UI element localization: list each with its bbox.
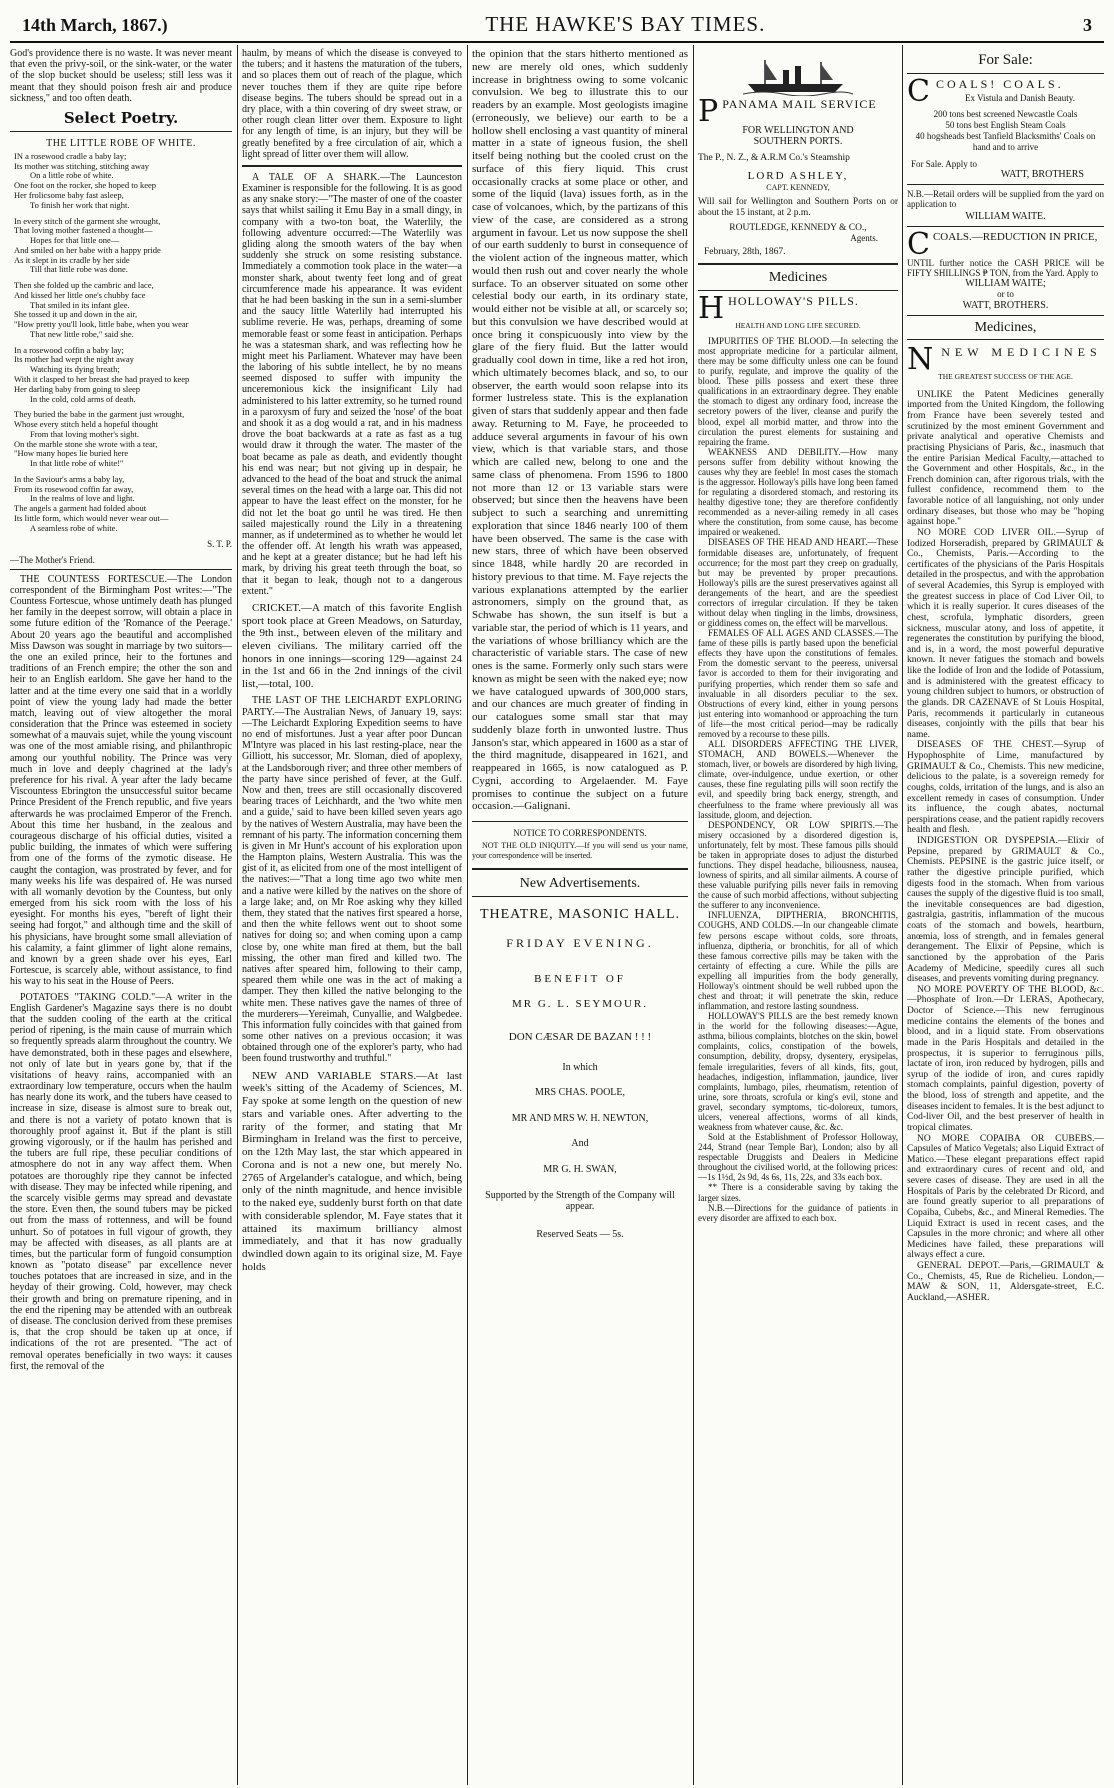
ad-paragraph bbox=[698, 739, 898, 820]
panama-company: The P., N. Z., & A.R.M Co.'s Steamship bbox=[698, 153, 850, 164]
article-shark-text: —The Launceston Examiner is responsible for the following. It is as good as any snake story:—"The master of one of the coaster says that whilst sailing it Emu Bay in a small dingy, in company with a two-ton boat, the Waterlily, the following adventure occurred:—The Waterlily was gliding along the smooth waters of the bay when suddenly she struck on some resisting substance. Immediately a commotion took place in the water—a monster shark, about twenty feet long and of great circumference made his appearance. It was evident that he had been basking in the sun in a semi-slumber and the saucy little Waterlily had interrupted his sublime reverie. He was, perhaps, dreaming of some memorable feast or some feast in anticipation. Perhaps he was a statesman shark, and was reflecting how he might meet his Parliament. Whatever may have been the laboring of his subtle intellect, he by no means seemed disposed to suffer with impunity the unceremonious kick the insignificant Lily had administered to his latter extremity, so he turned round in a paroxysm of fury and seized the 'nose' of the boat and shook it as a dog would a rat, and in his madness drove the boat backwards at a rate as fast as a tug would draw it through the water. The master of the boat became as pale as death, and evidently thought his end was near; but not giving up in despair, he advanced to the head of the boat and struck the animal several times on the head with a large oar. This did not appear to have the least effect on the monster, for he did not let the boat go until he was tired. He then sailed majestically round the Lily in a threatening manner, as if undetermined as to whether he would let the offender off. At length his wrath was appeased, and he kept at a greater distance; but he had left his mark, by driving his great teeth through the boat, so that it began to leak, though not to a dangerous extent." bbox=[242, 171, 462, 597]
poem-stanza bbox=[14, 281, 232, 340]
poem-line: "How pretty you'll look, little babe, when you wear bbox=[14, 319, 189, 330]
masthead-date: 14th March, 1867.) bbox=[22, 15, 168, 35]
poem-line: She tossed it up and down in the air, bbox=[14, 309, 138, 320]
poem-line: Its mother had wept the night away bbox=[14, 354, 134, 365]
column-3 bbox=[472, 45, 688, 1788]
column-4: PPANAMA MAIL SERVICE FOR WELLINGTON AND SOUTHERN PORTS. The P., N. Z., & A.R.M Co.'s Steamship LORD ASHLEY, CAPT. KENNEDY, Will sail for Wellington and Southern Ports on or about the 15 instant, at 2 p.m. ROUTLEDGE, KENNEDY & CO., Agents. February, 28th, 1867. Medicines HHOLLOWAY'S PILLS. HEALTH AND LONG LIFE SECURED. IMPURITIES OF THE BLOOD.—In selecting the most appropriate medicine for a particular ailment, there may be some difficulty unless one can be found to purify, regulate, and improve the quality of the blood. These pills possess and exert these three qualifications in an extraordinary degree. They enable the stomach to digest any ordinary food, increase the secretory powers of the liver, cleanse and purify the blood, expel all morbid matter, and throw into the circulation the purest elements for sustaining and repairing the frame. WEAKNESS AND DEBILITY.—How many persons suffer from debility without knowing the causes why they are feeble! In most cases the stomach is the aggressor. Holloway's pills have long been famed for regulating a disordered stomach, and restoring its healthy digestive tone; they are therefore confidently recommended as a never-ailing remedy in all cases where the constitution, from some cause, has become impaired or weakened. DISEASES OF THE HEAD AND HEART.—These formidable diseases are, unfortunately, of frequent occurrence; for the most part they creep on gradually, but may be prevented by proper precautions. Holloway's pills are the surest preservatives against all derangements of the heart, and are the speediest correctors of irregular circulation. If they be taken without delay when tingling in the limbs, drowsiness, or giddiness comes on, the effect will be marvellous. FEMALES OF ALL AGES AND CLASSES.—The fame of these pills is partly based upon the beneficial effects they have upon the constitutions of females. From the domestic servant to the peeress, universal favor is accorded to them for their invigorating and purifying properties, which render them so safe and invaluable in all disorders peculiar to the sex. Obstructions of every kind, either in young persons just entering into womanhood or approaching the turn of life—the most critical period—may be radically removed by a recourse to these pills. ALL DISORDERS AFFECTING THE LIVER, STOMACH, AND BOWELS.—Whenever the stomach, liver, or bowels are disordered by high living, climate, over-indulgence, undue exertion, or other causes, these fine regulating pills will soon rectify the evil, and speedily bring back energy, strength, and cheerfulness to the frame where previously all was lassitude, gloom, and dejection. DESPONDENCY, OR LOW SPIRITS.—The misery occasioned by a disordered digestion is, unfortunately, felt by most. These famous pills should be taken in appropriate doses to adjust the disturbed functions. They dispel headache, biliousness, nausea, lowness of spirits, and all similar ailments. A course of these valuable purifying pills never fails in removing the cause of such morbid affections, without subjecting the sufferer to any inconvenience. INFLUENZA, DIPTHERIA, BRONCHITIS, COUGHS, AND COLDS.—In our changeable climate few persons escape without colds, sore throats, influenza, diptheria, or bronchitis, for all of which these famous corrective pills may be taken with the certainty of effecting a cure. While the pills are expelling all impurities from the body generally, Holloway's ointment should be well rubbed upon the chest and throat; it will penetrate the skin, reduce inflammation, and restore lasting soundness. HOLLOWAY'S PILLS are the best remedy known in the world for the following diseases:—Ague, asthma, bilious complaints, blotches on the skin, bowel complaints, colics, constipation of the bowels, consumption, debility, dropsy, dysentery, erysipelas, female irregularities, fevers of all kinds, fits, gout, headaches, indigestion, inflammation, jaundice, liver complaints, lumbago, piles, rheumatism, retention of urine, sore throats, scrofula or king's evil, stone and gravel, secondary symptoms, tic-doloreux, tumors, ulcers, venereal affections, worms of all kinds, weakness from whatever cause, &c. &c. Sold at the Establishment of Professor Holloway, 244, Strand (near Temple Bar), London; also by all respectable Druggists and Dealers in Medicine throughout the civilised world, at the following prices:—1s 1½d, 2s 9d, 4s 6s, 11s, 22s, and 33s each box. ** There is a considerable saving by taking the larger sizes. N.B.—Directions for the guidance of patients in every disorder are affixed to each box. bbox=[698, 45, 898, 1788]
theatre-in-which: In which bbox=[562, 1061, 598, 1073]
ad-paragraph-text: —Syrup of Iodized Horseradish, prepared by GRIMAULT & Co., Chemists, Paris.—According to the certificates of the physicians of the Paris Hospitals detailed in the prospectus, and with the approbation of several Academies, this Syrup is employed with the greatest success in place of Cod Liver Oil, to which it is really superior. It cures diseases of the chest, scrofula, lymphatic disorders, green sickness, muscular atony, and loss of appetite, it regenerates the constitution by purifying the blood, and is, in a word, the most powerful depurative known. It never fatigues the stomach and bowels like the Iodide of Iron and the Iodide of Potassium, and is administered with the greatest efficacy to young children subject to humors, or obstruction of the glands. DR CAZENAVE of St Louis Hospital, Paris, recommends it particularly in cutaneous diseases, conjointly with the pills that bear his name. bbox=[907, 527, 1104, 740]
poem-stanza bbox=[14, 152, 232, 211]
poem-line: From that loving mother's sight. bbox=[30, 428, 139, 439]
reduction-or: or to bbox=[997, 289, 1014, 300]
ad-paragraph bbox=[698, 447, 898, 538]
poem-line: With it clasped to her breast she had prayed to keep bbox=[14, 374, 190, 384]
for-sale-heading: For Sale: bbox=[978, 52, 1033, 68]
column-5: For Sale: CCOALS! COALS. Ex Vistula and Danish Beauty. 200 tons best screened Newcastle Coals 50 tons best English Steam Coals 40 hogsheads best Tanfield Blacksmiths' Coals on hand and to arrive For Sale. Apply to WATT, BROTHERS N.B.—Retail orders will be supplied from the yard on application to WILLIAM WAITE. CCOALS.—REDUCTION IN PRICE, UNTIL further notice the CASH PRICE will be FIFTY SHILLINGS ₱ TON, from the Yard. Apply to WILLIAM WAITE; or to WATT, BROTHERS. Medicines, NNEW MEDICINES THE GREATEST SUCCESS OF THE AGE. UNLIKE the Patent Medicines generally imported from the United Kingdom, the following from France have been severely tested and scrutinized by the most eminent Government and private analytical and operative Chemists and practising Physicians of Paris, &c., inasmuch that the entire Parisian Medical Faculty,—attached to the Government and other Hospitals, &c., in the French dominion can, after rigorous trials, with the fullest confidence, recommend them to the favorable notice of all languishing, not only under ordinary diseases, but those who may be "hoping against hope." NO MORE COD LIVER OIL.—Syrup of Iodized Horseradish, prepared by GRIMAULT & Co., Chemists, Paris.—According to the certificates of the physicians of the Paris Hospitals detailed in the prospectus, and with the approbation of several Academies, this Syrup is employed with the greatest success in place of Cod Liver Oil, to which it is really superior. It cures diseases of the chest, scrofula, lymphatic disorders, green sickness, muscular atony, and loss of appetite, it regenerates the constitution by purifying the blood, and is, in a word, the most powerful depurative known. It never fatigues the stomach and bowels like the Iodide of Iron and the Iodide of Potassium, and is administered with the greatest efficacy to young children subject to humors, or obstruction of the glands. DR CAZENAVE of St Louis Hospital, Paris, recommends it particularly in cutaneous diseases, conjointly with the pills that bear his name. DISEASES OF THE CHEST.—Syrup of Hypophosphite of Lime, manufactured by GRIMAULT & Co., Chemists. This new medicine, delicious to the palate, is a sovereign remedy for coughs, colds, irritation of the lungs, and is also an excellent remedy in cases of consumption. Under its influence, the cough abates, nocturnal perspirations cease, and the patient rapidly recovers health and flesh. INDIGESTION OR DYSPEPSIA.—Elixir of Pepsine, prepared by GRIMAULT & Co., Chemists. PEPSINE is the gastric juice itself, or rather the digestive principle purified, which digests food in the stomach. When from various causes the supply of the digestive fluid is too small, the inevitable consequences are bad digestion, gastralgia, gastritis, inflammation of the mucous coats of the stomach and bowels, heartburn, anœmia, loss of strength, and in females general derangement. The Elixir of Pepsine, which is sanctioned by the approbation of the Paris Academy of Medicine, speedily cures all such diseases, and prevents vomiting during pregnancy. NO MORE POVERTY OF THE BLOOD, &c.—Phosphate of Iron.—Dr LERAS, Apothecary, Doctor of Science.—This new ferruginous medicine contains the elements of the bones and blood, and in a liquid state. From observations made in the Paris Hospitals and detailed in the prospectus, it is superior to ferruginous pills, lactate of iron, iron reduced by hydrogen, pills and syrup of the iodide of iron, and cures rapidly stomach complaints, painful digestion, poverty of the blood, loss of strength and appetite, and the diseases incident to females. It is the best adjunct to Cod-liver Oil, and the best preserver of health in tropical climates. NO MORE COPAIBA OR CUBEBS.—Capsules of Matico Vegetals; also Liquid Extract of Matico.—These elegant preparations effect rapid and extraordinary cures of recent and old, and severe cases of disease. They are used in all the Hospitals of Paris by the celebrated Dr Ricord, and are found greatly superior to all preparations of Copaiba, Cubebs, &c., and Mineral Remedies. The Liquid Extract is used in recent cases, and the Capsules in the more chronic; and where all other Medicines have failed, these preparations will always effect a cure. GENERAL DEPOT.—Paris,—GRIMAULT & Co., Chemists, 45, Rue de Richelieu. London,—MAW & SON, 11, Aldersgate-street, E.C. Auckland,—ASHER. bbox=[907, 52, 1104, 1303]
coals-title: COALS! COALS. bbox=[935, 76, 1064, 91]
poem-line: From its rosewood coffin far away, bbox=[14, 483, 134, 494]
ad-paragraph-lead: IMPURITIES OF THE BLOOD. bbox=[708, 335, 832, 346]
poem-line: Her darling baby from going to sleep bbox=[14, 383, 141, 394]
poem-line: As it slept in its cradle by her side bbox=[14, 254, 130, 265]
ship-name: LORD ASHLEY, bbox=[747, 170, 849, 182]
reduction-text: UNTIL further notice the CASH PRICE will be FIFTY SHILLINGS ₱ TON, from the Yard. Apply to bbox=[907, 258, 1104, 279]
ad-paragraph-text: ** There is a considerable saving by taking the larger sizes. bbox=[698, 1182, 898, 1203]
theatre-cast-2: MR AND MRS W. H. NEWTON, bbox=[511, 1112, 649, 1124]
sail-notice: Will sail for Wellington and Southern Ports on or about the 15 instant, at 2 p.m. bbox=[698, 197, 898, 218]
ad-paragraph bbox=[698, 1011, 898, 1132]
ad-paragraph-text: —Capsules of Matico Vegetals; also Liquid Extract of Matico.—These elegant preparations effect rapid and extraordinary cures of recent and old, and severe cases of disease. They are used in all the Hospitals of Paris by the celebrated Dr Ricord, and are found greatly superior to all preparations of Copaiba, Cubebs, &c., and Mineral Remedies. The Liquid Extract is used in recent cases, and the Capsules in the more chronic; and where all other Medicines have failed, these preparations will always effect a cure. bbox=[907, 1133, 1104, 1261]
poem-line: That smiled in its infant glee. bbox=[30, 299, 130, 310]
poem-stanza bbox=[14, 410, 232, 469]
poem-line: Till that little robe was done. bbox=[30, 264, 128, 275]
theatre-cast-1: MRS CHAS. POOLE, bbox=[534, 1087, 626, 1099]
reduction-waite: WILLIAM WAITE; bbox=[965, 278, 1046, 290]
coals-apply: For Sale. Apply to bbox=[911, 158, 978, 169]
ad-paragraph-text: N.B.—Directions for the guidance of patients in every disorder are affixed to each box. bbox=[698, 1202, 898, 1223]
panama-sub-2: SOUTHERN PORTS. bbox=[753, 136, 843, 148]
ad-paragraph-lead: INDIGESTION OR DYSPEPSIA. bbox=[917, 836, 1058, 847]
article-potatoes-lead: POTATOES "TAKING COLD." bbox=[20, 991, 156, 1003]
ad-paragraph bbox=[698, 1132, 898, 1182]
ad-paragraph bbox=[698, 628, 898, 739]
ad-paragraph bbox=[698, 910, 898, 1011]
ad-paragraph-text: HOLLOWAY'S PILLS are the best remedy known in the world for the following diseases:—Ague, asthma, bilious complaints, blotches on the skin, bowel complaints, colics, constipation of the bowels, consumption, debility, dropsy, dysentery, erysipelas, female irregularities, fevers of all kinds, fits, gout, headaches, indigestion, inflammation, jaundice, liver complaints, lumbago, piles, rheumatism, retention of urine, sore throats, scrofula or king's evil, stone and gravel, secondary symptoms, tic-doloreux, tumors, ulcers, venereal affections, worms of all kinds, weakness from whatever cause, &c. &c. bbox=[698, 1011, 898, 1132]
agents-word: Agents. bbox=[850, 233, 878, 244]
ad-paragraph-text: —The misery occasioned by a disordered digestion is, unfortunately, felt by most. These famous pills should be taken in appropriate doses to adjust the disturbed functions. They dispel headache, biliousness, nausea, lowness of spirits, and all similar ailments. A course of these valuable purifying pills never fails in removing the cause of such morbid affections, without subjecting the sufferer to any inconvenience. bbox=[698, 819, 898, 911]
poem-line: A seamless robe of white. bbox=[30, 522, 118, 533]
poem-line: They buried the babe in the garment just wrought, bbox=[14, 409, 185, 420]
coals-list-item: 50 tons best English Steam Coals bbox=[945, 120, 1066, 131]
coals-subtitle: Ex Vistula and Danish Beauty. bbox=[965, 93, 1075, 104]
ad-paragraph-text: —How many persons suffer from debility without knowing the causes why they are feeble! In most cases the stomach is the aggressor. Holloway's pills have long been famed for regulating a disordered stomach, and restoring its healthy digestive tone; they are therefore confidently recommended as a never-ailing remedy in all cases where the constitution, from some cause, has become impaired or weakened. bbox=[698, 446, 898, 538]
article-shark-lead: A TALE OF A SHARK. bbox=[252, 171, 380, 183]
ad-paragraph-text: —These formidable diseases are, unfortunately, of frequent occurrence; for the most part they creep on gradually, but may be prevented by proper precautions. Holloway's pills are the surest preservatives against all derangements of the heart, and are the speediest correctors of irregular circulation. If they be taken without delay when tingling in the limbs, drowsiness, or giddiness comes on, the effect will be marvellous. bbox=[698, 537, 898, 629]
reduction-title: COALS.—REDUCTION IN PRICE, bbox=[932, 231, 1098, 244]
ad-paragraph-lead: NO MORE COD LIVER OIL. bbox=[917, 527, 1056, 538]
poem-line: Its little form, which would never wear out— bbox=[14, 512, 169, 523]
coals-list bbox=[907, 109, 1104, 152]
new-advertisements-heading: New Advertisements. bbox=[519, 875, 641, 891]
article-stars-lead: NEW AND VARIABLE STARS. bbox=[252, 1069, 417, 1082]
panama-title: PANAMA MAIL SERVICE bbox=[722, 97, 877, 111]
article-countess bbox=[10, 574, 232, 988]
article-leichardt bbox=[242, 695, 462, 1064]
coals-nb: N.B.—Retail orders will be supplied from the yard on application to bbox=[907, 188, 1104, 209]
poem-stanza bbox=[14, 346, 232, 405]
theatre-play: DON CÆSAR DE BAZAN ! ! ! bbox=[508, 1030, 652, 1043]
poem-line: And smiled on her babe with a happy pride bbox=[14, 244, 161, 255]
article-cricket bbox=[242, 602, 462, 690]
ad-paragraph-lead: ALL DISORDERS AFFECTING THE LIVER, STOMACH, AND BOWELS. bbox=[698, 739, 898, 760]
ad-paragraph bbox=[907, 985, 1104, 1134]
poem-line: One foot on the rocker, she hoped to keep bbox=[14, 180, 156, 191]
coals-list-item: 40 hogsheads best Tanfield Blacksmiths' Coals on hand and to arrive bbox=[915, 130, 1096, 152]
coals-watt: WATT, BROTHERS bbox=[1000, 168, 1084, 180]
new-medicines-subtitle: THE GREATEST SUCCESS OF THE AGE. bbox=[938, 372, 1073, 382]
poem-line: And kissed her little one's chubby face bbox=[14, 289, 146, 300]
poem-line: That new little robe," said she. bbox=[30, 328, 134, 339]
poem-line: Whose every stitch held a hopeful thought bbox=[14, 419, 158, 430]
poem-line: In every stitch of the garment she wrought, bbox=[14, 215, 161, 226]
notice-heading: NOTICE TO CORRESPONDENTS. bbox=[513, 828, 647, 838]
theatre-benefit-name: MR G. L. SEYMOUR. bbox=[511, 998, 649, 1011]
poem-line: On the marble stone she wrote with a tear, bbox=[14, 438, 158, 449]
poem-line: Its mother was stitching, stitching away bbox=[14, 160, 150, 171]
ad-paragraph-text: —Whenever the stomach, liver, or bowels are disordered by high living, climate, over-indulgence, undue exertion, or other causes, these fine regulating pills will soon rectify the evil, and speedily bring back energy, strength, and cheerfulness to the frame where previously all was lassitude, gloom, and dejection. bbox=[698, 749, 898, 820]
ad-paragraph-lead: DISEASES OF THE CHEST. bbox=[917, 740, 1054, 751]
coals-list-item: 200 tons best screened Newcastle Coals bbox=[933, 109, 1078, 120]
poem-line: That loving mother fastened a thought— bbox=[14, 225, 153, 236]
theatre-ad bbox=[472, 907, 688, 1240]
ad-paragraph-lead: DESPONDENCY, OR LOW SPIRITS. bbox=[708, 819, 875, 830]
theatre-title: THEATRE, MASONIC HALL. bbox=[479, 907, 681, 923]
poem-title: THE LITTLE ROBE OF WHITE. bbox=[46, 137, 196, 149]
poem-line: The angels a garment had folded about bbox=[14, 503, 147, 514]
ad-paragraph-text: —In selecting the most appropriate medicine for a particular ailment, there may be some difficulty unless one can be found to purify, regulate, and improve the quality of the blood. These pills possess and exert these three qualifications in an extraordinary degree. They enable the stomach to digest any ordinary food, increase the secretory powers of the liver, cleanse and purify the blood, expel all morbid matter, and throw into the circulation the purest elements for sustaining and repairing the frame. bbox=[698, 335, 898, 447]
coals-waite: WILLIAM WAITE. bbox=[965, 210, 1046, 222]
theatre-and: And bbox=[571, 1138, 589, 1150]
ad-paragraph-text: —Paris,—GRIMAULT & Co., Chemists, 45, Rue de Richelieu. London,—MAW & SON, 11, Aldersgate-street, E.C. Auckland,—ASHER. bbox=[907, 1261, 1104, 1303]
column-2 bbox=[242, 45, 462, 1788]
ad-paragraph-text: —In our changeable climate few persons escape without colds, sore throats, influenza, diptheria, or bronchitis, for all of which these famous corrective pills may be taken with the certainty of effecting a cure. While the pills are expelling all impurities from the body generally, Holloway's ointment should be well rubbed upon the chest and throat; it will penetrate the skin, reduce inflammation, and restore lasting soundness. bbox=[698, 920, 898, 1012]
poem-line: In a rosewood coffin a baby lay; bbox=[14, 344, 124, 355]
article-stars-text: —At last week's sitting of the Academy of Sciences, M. Fay spoke at some length on the question of new stars and variable ones. After adverting to the rarity of the former, and stating that Mr Birmingham in Ireland was the first to perceive, on the 12th May last, the star which appeared in Corona and is not a new one, but merely No. 2765 of Argelander's catalogue, and which, being only of the ninth magnitude, and hence invisible to the naked eye, suddenly burst forth on that date with considerable splendor, M. Faye states that it attained its maximum brilliancy almost immediately, and that it has now gradually dwindled down again to its original size, M. Faye holds bbox=[242, 1069, 462, 1273]
poem-signature: S. T. P. bbox=[207, 539, 232, 550]
poem-line: Watching its dying breath; bbox=[30, 364, 120, 375]
ad-paragraph bbox=[698, 1203, 898, 1223]
ad-paragraph-lead: INFLUENZA, DIPTHERIA, BRONCHITIS, COUGHS, AND COLDS. bbox=[698, 910, 898, 931]
poem bbox=[14, 152, 232, 534]
ad-paragraph bbox=[907, 1134, 1104, 1262]
ad-paragraph bbox=[698, 1182, 898, 1202]
poem-line: Hopes for that little one— bbox=[30, 235, 120, 246]
agents-name: ROUTLEDGE, KENNEDY & CO., bbox=[729, 222, 867, 233]
ad-paragraph bbox=[907, 390, 1104, 528]
article-countess-text: —The London correspondent of the Birmingham Post writes:—"The Countess Fortescue, whose untimely death has plunged her family in the deepest sorrow, will obtain a place in some future edition of the 'Romance of the Peerage.' About 20 years ago the beautiful and accomplished Miss Dawson was sought in marriage by two suitors—the one an exiled prince, heir to the fortunes and traditions of an French empire; the other the son and heir to an English earldom. She gave her hand to the latter and at the time every one said that in a worldly point of view the young lady had made the better match, leaving out of view altogether the moral consideration that the Prince was esteemed in society somewhat of a mauvais sujet, while the young viscount was one of the most amiable rising, and philanthropic among our youthful nobility. The Prince was very much in love and deeply chagrined at the lady's preference for his rival. A year after the lady became Viscountess Ebrington the unsuccessful suitor became Prince President of the French republic, and five years afterwards he was proclaimed Emperor of the French. About this time her husband, in the zealous and courageous discharge of his official duties, visited a public building, the inmates of which were suffering from one of the forms of the zymotic disease. He caught the contagion, was prostrated by fever, and for many weeks his life was despaired of. He was nursed with all womanly devotion by the Countess, but only emerged from his sick room with the loss of his eyesight. For months his eyes, "bereft of light their seeing had forgot," and although time and the skill of his physicians, have brought some small alleviation of his calamity, a faint glimmer of light alone remains, and known by a green shade over his eyes, Earl Fortescue, is scarcely able, without assistance, to find his way to his seat in the House of Peers. bbox=[10, 573, 232, 988]
col1-top-text: God's providence there is no waste. It was never meant that even the privy-soil, or the sink-water, or the water of the slop bucket should be useless; still less was it meant that they should poison fresh air and produce sickness," and too often death. bbox=[10, 48, 232, 104]
new-medicines-title: NEW MEDICINES bbox=[941, 345, 1102, 360]
poem-line: Then she folded up the cambric and lace, bbox=[14, 280, 154, 291]
panama-date: February, 28th, 1867. bbox=[704, 247, 786, 258]
theatre-friday: FRIDAY EVENING. bbox=[506, 936, 654, 951]
col2-top-text: haulm, by means of which the disease is conveyed to the tubers; and it hastens the maturation of the tubers, and so places them out of reach of the plague, which never touches them if they are quite ripe before disease begins. The tubers should be spread out in a dry place, with a thin covering of dry sweet straw, or other rough clean litter over them. Exposure to light for any length of time, is an injury, but they will be greatly benefited by a free circulation of air, which a light spread of litter over them will allow. bbox=[242, 48, 462, 160]
ad-paragraph-lead: WEAKNESS AND DEBILITY. bbox=[708, 446, 841, 457]
holloway-subtitle: HEALTH AND LONG LIFE SECURED. bbox=[735, 320, 861, 330]
ad-paragraph-text: —Phosphate of Iron.—Dr LERAS, Apothecary, Doctor of Science.—This new ferruginous medicine contains the elements of the bones and blood, and in a liquid state. From observations made in the Paris Hospitals and detailed in the prospectus, it is superior to ferruginous pills, lactate of iron, iron reduced by hydrogen, pills and syrup of the iodide of iron, and cures rapidly stomach complaints, painful digestion, poverty of the blood, loss of strength and appetite, and the diseases incident to females. It is the best adjunct to Cod-liver Oil, and the best preserver of health in tropical climates. bbox=[907, 995, 1104, 1133]
ad-paragraph-text: —The fame of these pills is partly based upon the beneficial effects they have upon the constitutions of females. From the domestic servant to the peeress, universal favor is accorded to them for their invigorating and purifying properties, which render them so safe and invaluable in all disorders peculiar to the sex. Obstructions of every kind, either in young persons just entering into womanhood or approaching the turn of life—the most critical period—may be radically removed by a recourse to these pills. bbox=[698, 628, 898, 739]
poetry-heading: Select Poetry. bbox=[63, 108, 179, 127]
masthead bbox=[10, 10, 1104, 43]
reduction-watt: WATT, BROTHERS. bbox=[962, 299, 1049, 311]
article-leichardt-lead: THE LAST OF THE LEICHARDT EXPLORING PARTY. bbox=[242, 695, 462, 718]
masthead-page-number: 3 bbox=[1083, 15, 1092, 35]
ad-paragraph-text: UNLIKE the Patent Medicines generally imported from the United Kingdom, the following from France have been severely tested and scrutinized by the most eminent Government and private analytical and operative Chemists and practising Physicians of Paris, &c., inasmuch that the entire Parisian Medical Faculty,—attached to the Government and other Hospitals, &c., in the French dominion can, after rigorous trials, with the fullest confidence, recommend them to the favorable notice of all languishing, not only under ordinary diseases, but those who may be "hoping against hope." bbox=[907, 389, 1104, 528]
theatre-reserved-seats: Reserved Seats — 5s. bbox=[536, 1228, 624, 1240]
ad-paragraph-lead: NO MORE POVERTY OF THE BLOOD, &c. bbox=[917, 984, 1104, 995]
ad-paragraph bbox=[698, 820, 898, 911]
medicines-heading: Medicines bbox=[768, 269, 828, 285]
ad-paragraph-text: —Elixir of Pepsine, prepared by GRIMAULT & Co., Chemists. PEPSINE is the gastric juice itself, or rather the digestive principle purified, which digests food in the stomach. When from various causes the supply of the digestive fluid is too small, the inevitable consequences are bad digestion, gastralgia, gastritis, inflammation of the mucous coats of the stomach and bowels, heartburn, anœmia, loss of strength, and in females general derangement. The Elixir of Pepsine, which is sanctioned by the approbation of the Paris Academy of Medicine, speedily cures all such diseases, and prevents vomiting during pregnancy. bbox=[907, 836, 1104, 985]
poem-line: IN a rosewood cradle a baby lay; bbox=[14, 150, 127, 161]
ad-paragraph bbox=[907, 528, 1104, 741]
poem-line: To finish her work that night. bbox=[30, 199, 130, 210]
ad-paragraph-lead: GENERAL DEPOT. bbox=[917, 1261, 1001, 1272]
article-stars bbox=[242, 1070, 462, 1274]
ad-paragraph-lead: NO MORE COPAIBA OR CUBEBS. bbox=[917, 1133, 1095, 1144]
ad-paragraph bbox=[907, 836, 1104, 985]
poem-stanza bbox=[14, 217, 232, 276]
poem-line: In the realms of love and light. bbox=[30, 493, 135, 504]
panama-sub-1: FOR WELLINGTON AND bbox=[742, 125, 854, 136]
article-shark bbox=[242, 172, 462, 597]
poem-line: Her frolicsome baby fast asleep, bbox=[14, 189, 124, 200]
theatre-benefit: BENEFIT OF bbox=[534, 973, 626, 986]
masthead-title: THE HAWKE'S BAY TIMES. bbox=[485, 12, 766, 36]
holloway-title: HOLLOWAY'S PILLS. bbox=[728, 293, 859, 308]
poem-line: In that little robe of white!" bbox=[30, 458, 124, 469]
article-cricket-text: —A match of this favorite English sport took place at Green Meadows, on Saturday, the 9th inst., between eleven of the military and eleven civilians. The military carried off the honors in one innings—scoring 129—against 24 in the 1st and 66 in the 2nd innings of the civil list,—total, 100. bbox=[242, 602, 462, 690]
ad-paragraph-lead: FEMALES OF ALL AGES AND CLASSES. bbox=[708, 628, 875, 639]
ad-paragraph bbox=[907, 1261, 1104, 1304]
article-countess-lead: THE COUNTESS FORTESCUE. bbox=[20, 573, 167, 585]
article-potatoes bbox=[10, 992, 232, 1372]
notice-text: NOT THE OLD INIQUITY.—If you will send us your name, your correspondence will be inserted. bbox=[472, 841, 688, 860]
theatre-supported: Supported by the Strength of the Company will appear. bbox=[485, 1189, 675, 1213]
ad-paragraph-text: Sold at the Establishment of Professor Holloway, 244, Strand (near Temple Bar), London; also by all respectable Druggists and Dealers in Medicine throughout the civilised world, at the following prices:—1s 1½d, 2s 9d, 4s 6s, 11s, 22s, and 33s each box. bbox=[698, 1132, 898, 1183]
ad-paragraph-lead: DISEASES OF THE HEAD AND HEART. bbox=[708, 537, 868, 548]
column-1 bbox=[10, 45, 232, 1788]
poem-line: On a little robe of white. bbox=[30, 170, 114, 181]
holloway-paragraphs bbox=[698, 336, 898, 1223]
ship-captain: CAPT. KENNEDY, bbox=[766, 183, 830, 193]
article-leichardt-text: —The Australian News, of January 19, says:—The Leichardt Exploring Expedition seems to have no end of misfortunes. Just a year after poor Duncan M'Intyre was placed in his last resting-place, near the Gilliott, his successor, Mr. Sloman, died of apoplexy, at the Landsborough river; and three other members of the party have since perished of fever, at the Gulf. Now and then, trees are still occasionally discovered bearing traces of Leichhardt, and the 'two white men and a guide,' said to have been killed seven years ago by the natives of Western Australia, may have been the remnant of his party. The information concerning them is given in Mr Hunt's account of his exploration upon the Hampton plains, Western Australia. This was the gist of it, as elicited from one of the most intelligent of the natives:—"That a long time ago two white men and a native were killed by the natives on the shore of a large lake; and, on Mr Roe asking why they killed them, they stated that the natives first speared a horse, and then the white fellows went out to shoot some natives for doing so; and when coming upon a camp close by, one white man fired at them, but the ball missing, the other man fired and killed two. The natives after speared him, following to their camp, speared them while one was in the act of making a damper. They then killed the native belonging to the white men. These natives gave the names of three of the murderers—Yereimah, Cunyallie, and Walgbedee. This information fully coincides with that gained from some other natives on a previous occasion; it was obtained through one of the explorer's party, who had been found trustworthy and truthful." bbox=[242, 706, 462, 1065]
poem-line: In the cold, cold arms of death. bbox=[30, 393, 136, 404]
panama-ad: PPANAMA MAIL SERVICE FOR WELLINGTON AND SOUTHERN PORTS. The P., N. Z., & A.R.M Co.'s Steamship LORD ASHLEY, CAPT. KENNEDY, Will sail for Wellington and Southern Ports on or about the 15 instant, at 2 p.m. ROUTLEDGE, KENNEDY & CO., Agents. February, 28th, 1867. bbox=[698, 94, 898, 258]
new-medicines-paragraphs bbox=[907, 390, 1104, 1304]
article-stars-continued: the opinion that the stars hitherto mentioned as new are merely old ones, which suddenly increase in brightness owing to some volcanic convulsion. We beg to illustrate this to our readers by an example. Most geologists imagine (erroneously, we believe) our earth to be a hollow shell enclosing a vast quantity of mineral matter in a state of igneous fusion, the shell itself being nothing but the cooled crust on the surface of this fiery liquid. This crust occasionally cracks at some place or other, and some of the liquid (lava) issues forth, as in the case of volcanoes, which, by the partizans of this view of the case, are considered as a strong argument in favour. Let us now suppose the shell of our earth suddenly to burst in consequence of the violent action of the ingneous matter, which would then rush out and cover nearly the whole surface. To an observer situated on some other celestial body our earth, in its ordinary state, would either not be visible at all, or scarcely so; but this convulsion we have described would at once bring it conspicuously into view by the glare of the fiery fluid. But the latter would gradually cool down in time, like a red hot iron, which ultimately becomes black, and so, to our observer, the earth would soon relapse into its former lustreless state. This is the explanation given of stars that suddenly appear and then fade away. Returning to M. Faye, he proceeded to adduce several arguments in favour of his own view, which is that variable stars, and those which are called new, belong to one and the same class of phenomena. From 1596 to 1800 not more than 12 or 13 variable stars were observed; but since then the heavens have been subject to such a searching and unremitting exploration that since 1846 nearly 100 of them have been observed. The same is the case with new stars, three of which have been observed since 1848, while hardly 20 are recorded in history previous to that time. M. Faye rejects the various explanations attempted by the earlier astronomers, simply on the ground that, as Schwabe has shown, the sun itself is but a variable star, the period of which is 11 years, and the variations of whose brilliancy which are the characteristic of variable stars. The case of new ones is the same. Formerly only such stars were known as might be seen with the naked eye; now we have catalogued upwards of 300,000 stars, and our chances are much greater of finding in our catalogues some small star that may suddenly blaze forth in unwonted lustre. Thus Janson's star, which appeared in 1600 as a star of the third magnitude, disappeared in 1621, and reappeared in 1665, is now catalogued as P. Cygni, according to Argelaender. M. Faye promises to continue the subject on a future occasion.—Galignani. bbox=[472, 48, 688, 813]
ad-paragraph bbox=[698, 336, 898, 447]
poem-source: —The Mother's Friend. bbox=[10, 554, 95, 565]
columns bbox=[10, 45, 1104, 1785]
theatre-cast-3: MR G. H. SWAN, bbox=[543, 1163, 617, 1175]
article-potatoes-text: —A writer in the English Gardener's Magazine says there is no doubt that the sudden cooling of the earth at the critical period of ripening, is the main cause of murrain which so frequently spreads alarm throughout the country. We have demonstrated, both in these pages and elsewhere, not only of late but in years gone by, that if the visitations of heavy rains, accompanied with an extraordinary low temperature, occurs when the haulm has nearly done its work, and the tubers have ceased to increase in size, disease is almost sure to break out, and there is not a variety of potato known that is thoroughly proof against it. But if the plant is still growing vigorously, or if the haulm has perished and the tubers are full ripe, these peculiar conditions of atmosphere do not in any way affect them. When potatoes are thoroughly ripe they cannot be infected with disease. They may be infected while ripening, and the scarcely visible germs may spread and devastate the store. Even then, the sound tubers may be picked out from the mass of rottenness, and will be found unhurt. So of potatoes in full vigour of growth, they may be affected with diseases, as all plants are at times, but the particular form of fungoid consumption known as "potato disease" par excellence never touches potatoes that are increased in size, and in the heyday of their growing. Cold, however, may check their growth and bring on premature ripening, and in the end the ripening may be attended with an outbreak of disease. The conclusion derived from these premises is, that the crop should be taken up at once, if indications of the rot are presented. "The act of removal operates beneficially in two ways: it causes first, the removal of the bbox=[10, 991, 232, 1372]
poem-stanza bbox=[14, 475, 232, 534]
steamship-icon bbox=[743, 56, 853, 96]
medicines-heading-2: Medicines, bbox=[974, 319, 1037, 335]
article-cricket-lead: CRICKET. bbox=[252, 602, 301, 614]
poem-line: "How many hopes lie buried here bbox=[14, 448, 129, 459]
poem-line: In the Saviour's arms a baby lay, bbox=[14, 473, 125, 484]
ad-paragraph bbox=[698, 537, 898, 628]
ad-paragraph bbox=[907, 740, 1104, 836]
ad-paragraph-text: —Syrup of Hypophosphite of Lime, manufactured by GRIMAULT & Co., Chemists. This new medicine, delicious to the palate, is a sovereign remedy for coughs, colds, irritation of the lungs, and is also an excellent remedy in cases of consumption. Under its influence, the cough abates, nocturnal perspirations cease, and the patient rapidly recovers health and flesh. bbox=[907, 740, 1104, 836]
